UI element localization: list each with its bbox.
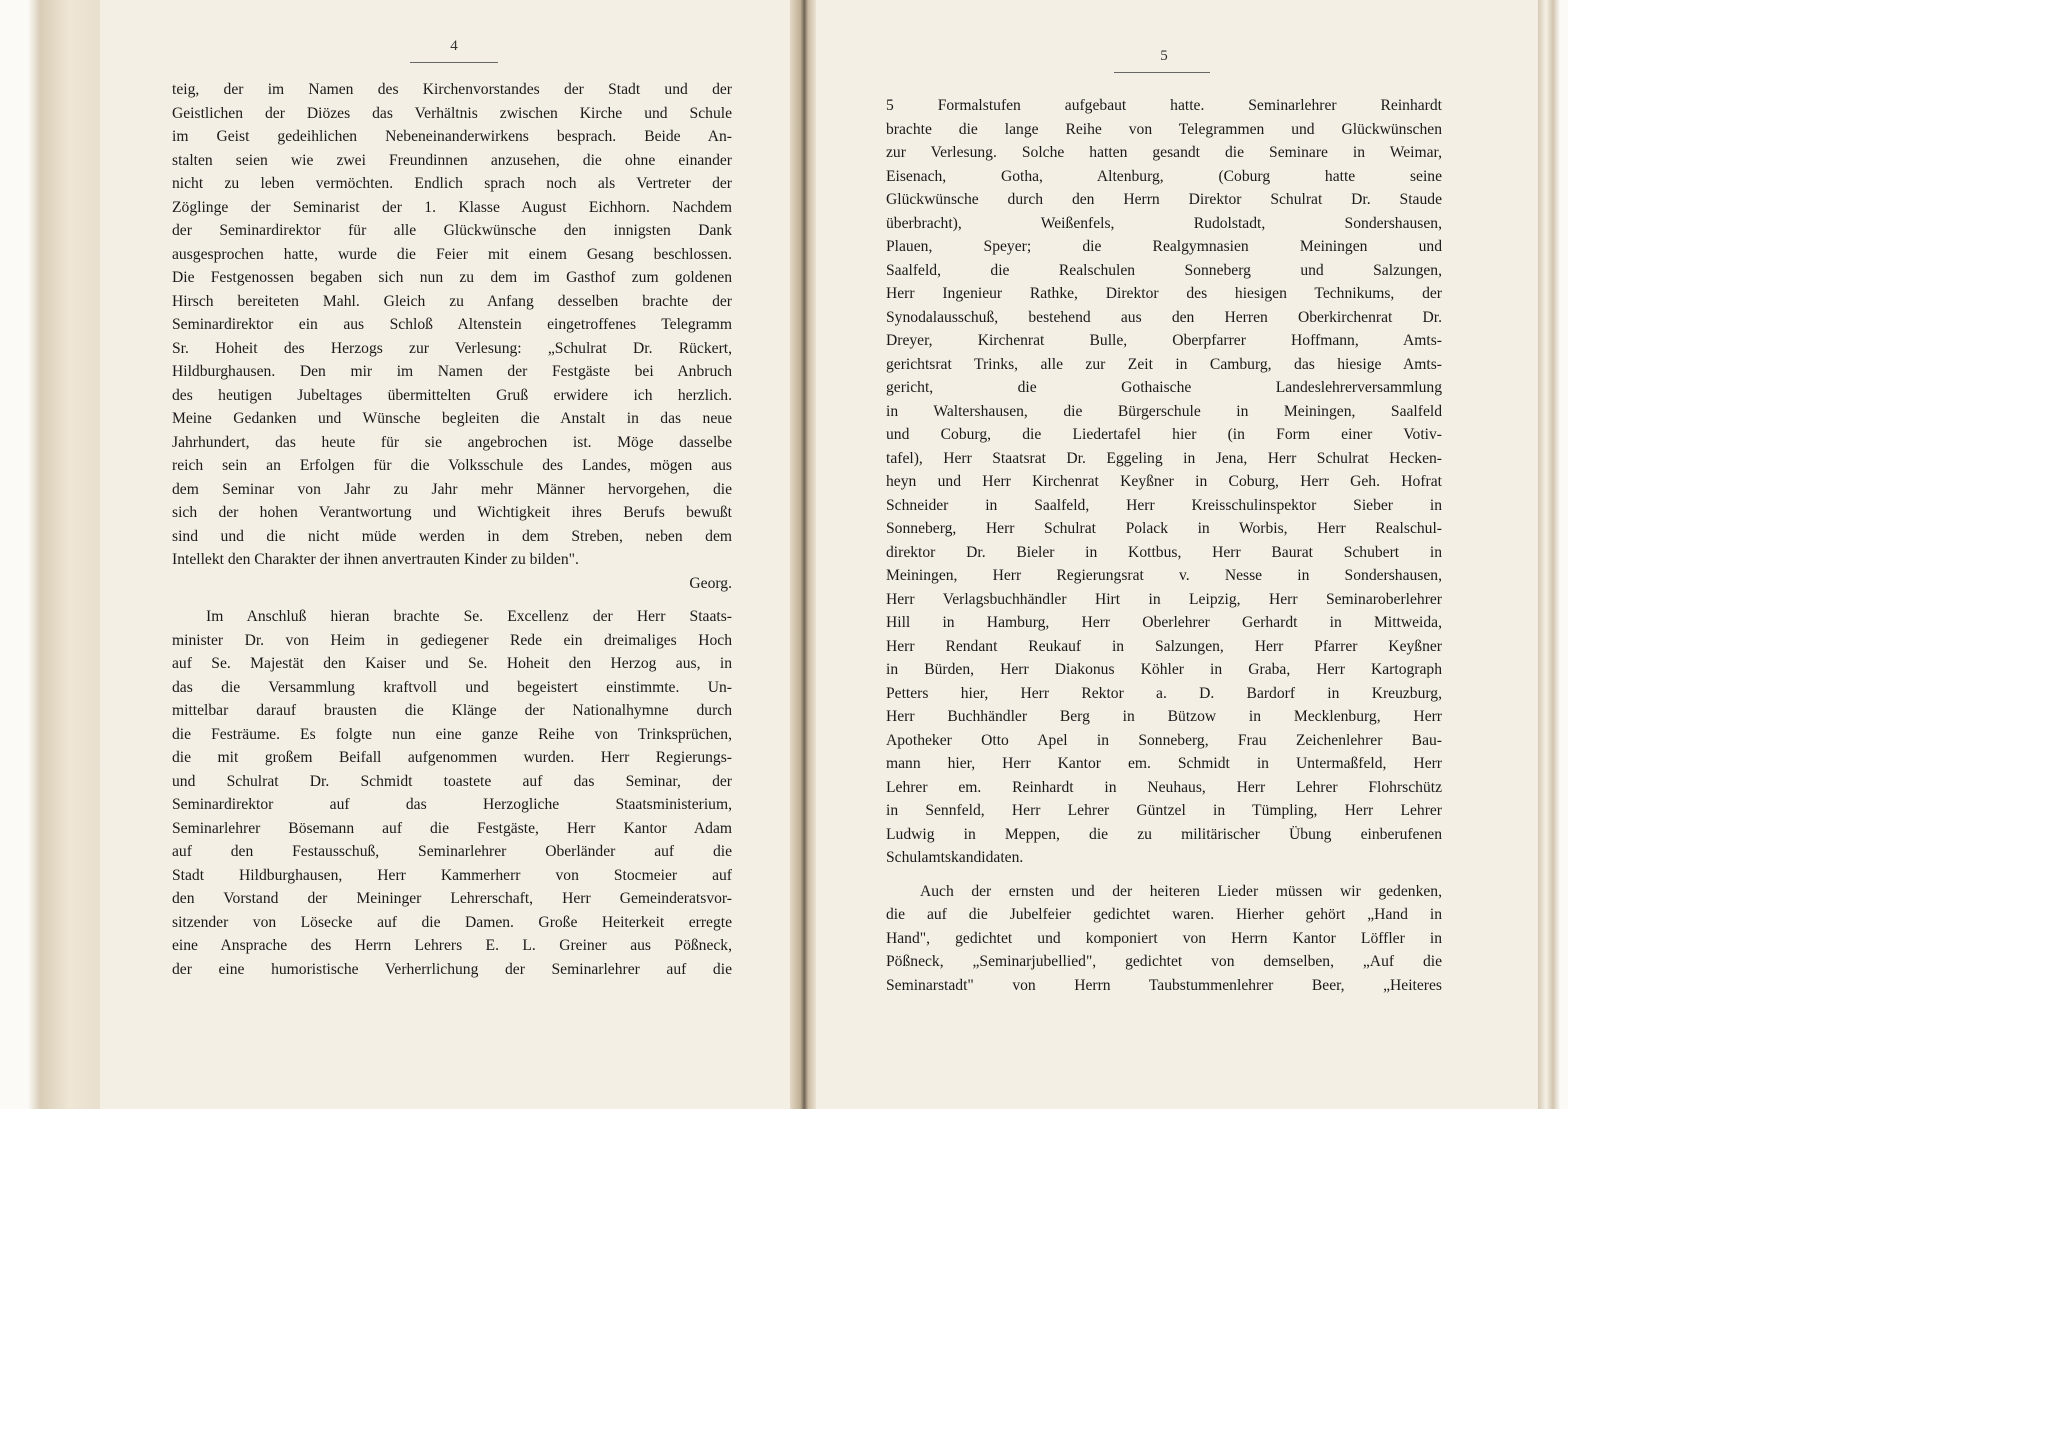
right-text-line: Seminarstadt" von Herrn Taubstummenlehrer Beer, „Heiteres — [886, 976, 1442, 994]
right-text-line: Hill in Hamburg, Herr Oberlehrer Gerhardt in Mittweida, — [886, 614, 1442, 631]
right-text-line: in Waltershausen, die Bürgerschule in Meiningen, Saalfeld — [886, 402, 1442, 420]
right-text-line: in Bürden, Herr Diakonus Köhler in Graba, Herr Kartograph — [886, 661, 1442, 678]
left-text-line: im Geist gedeihlichen Nebeneinanderwirkens besprach. Beide An- — [172, 128, 732, 145]
page-number-rule-right — [1114, 72, 1210, 73]
left-text-line: auf Se. Majestät den Kaiser und Se. Hoheit den Herzog aus, in — [172, 655, 732, 672]
left-text-line: Intellekt den Charakter der ihnen anvertrauten Kinder zu bilden". — [172, 551, 579, 568]
left-text-line: ausgesprochen hatte, wurde die Feier mit einem Gesang beschlossen. — [172, 245, 732, 263]
right-text-line: Meiningen, Herr Regierungsrat v. Nesse in Sondershausen, — [886, 567, 1442, 584]
page-number-right: 5 — [1160, 48, 1168, 64]
left-text-line: des heutigen Jubeltages übermittelten Gruß erwidere ich herzlich. — [172, 386, 732, 404]
left-text-line: der Seminardirektor für alle Glückwünsche den innigsten Dank — [172, 222, 732, 239]
right-text-line: Pößneck, „Seminarjubellied", gedichtet von demselben, „Auf die — [886, 953, 1442, 970]
left-text-line: Im Anschluß hieran brachte Se. Excellenz der Herr Staats- — [206, 608, 732, 625]
right-text-line: und Coburg, die Liedertafel hier (in Form einer Votiv- — [886, 426, 1442, 443]
left-text-line: mittelbar darauf brausten die Klänge der Nationalhymne durch — [172, 702, 732, 719]
left-text-line: eine Ansprache des Herrn Lehrers E. L. Greiner aus Pößneck, — [172, 937, 732, 954]
right-text-line: Ludwig in Meppen, die zu militärischer Übung einberufenen — [886, 825, 1442, 843]
book-gutter — [790, 0, 816, 1109]
left-text-line: der eine humoristische Verherrlichung der Seminarlehrer auf die — [172, 960, 732, 978]
right-text-line: Herr Rendant Reukauf in Salzungen, Herr Pfarrer Keyßner — [886, 637, 1442, 655]
right-text-line: Herr Buchhändler Berg in Bützow in Mecklenburg, Herr — [886, 708, 1442, 725]
page-edge-left — [0, 0, 100, 1109]
right-text-line: überbracht), Weißenfels, Rudolstadt, Sondershausen, — [886, 214, 1442, 232]
left-text-line: Zöglinge der Seminarist der 1. Klasse August Eichhorn. Nachdem — [172, 198, 732, 216]
left-text-line: Stadt Hildburghausen, Herr Kammerherr von Stocmeier auf — [172, 866, 732, 884]
left-text-line: stalten seien wie zwei Freundinnen anzusehen, die ohne einander — [172, 151, 732, 169]
right-text-line: Schneider in Saalfeld, Herr Kreisschulinspektor Sieber in — [886, 496, 1442, 514]
left-text-line: und Schulrat Dr. Schmidt toastete auf das Seminar, der — [172, 772, 732, 790]
right-text-line: Eisenach, Gotha, Altenburg, (Coburg hatte seine — [886, 167, 1442, 185]
right-text-line: direktor Dr. Bieler in Kottbus, Herr Baurat Schubert in — [886, 543, 1442, 561]
left-text-line: Sr. Hoheit des Herzogs zur Verlesung: „Schulrat Dr. Rückert, — [172, 339, 732, 357]
right-text-line: zur Verlesung. Solche hatten gesandt die Seminare in Weimar, — [886, 144, 1442, 161]
page-number-left: 4 — [450, 38, 458, 54]
left-text-line: Georg. — [689, 574, 732, 592]
right-text-line: Dreyer, Kirchenrat Bulle, Oberpfarrer Hoffmann, Amts- — [886, 332, 1442, 349]
right-text-line: Lehrer em. Reinhardt in Neuhaus, Herr Lehrer Flohrschütz — [886, 778, 1442, 796]
right-text-line: Synodalausschuß, bestehend aus den Herren Oberkirchenrat Dr. — [886, 308, 1442, 326]
left-text-line: sitzender von Lösecke auf die Damen. Große Heiterkeit erregte — [172, 913, 732, 931]
left-text-line: sind und die nicht müde werden in dem Streben, neben dem — [172, 527, 732, 545]
left-text-line: auf den Festausschuß, Seminarlehrer Oberländer auf die — [172, 843, 732, 860]
page-number-rule-left — [410, 62, 498, 63]
left-text-line: Seminardirektor ein aus Schloß Altenstein eingetroffenes Telegramm — [172, 316, 732, 333]
right-text-line: heyn und Herr Kirchenrat Keyßner in Coburg, Herr Geh. Hofrat — [886, 473, 1442, 490]
left-text-line: dem Seminar von Jahr zu Jahr mehr Männer hervorgehen, die — [172, 480, 732, 498]
left-text-line: die mit großem Beifall aufgenommen wurden. Herr Regierungs- — [172, 749, 732, 766]
right-text-line: Apotheker Otto Apel in Sonneberg, Frau Zeichenlehrer Bau- — [886, 731, 1442, 749]
left-text-line: nicht zu leben vermöchten. Endlich sprach noch als Vertreter der — [172, 175, 732, 192]
left-text-line: den Vorstand der Meininger Lehrerschaft, Herr Gemeinderatsvor- — [172, 890, 732, 907]
left-text-line: Meine Gedanken und Wünsche begleiten die Anstalt in das neue — [172, 410, 732, 427]
right-text-line: gerichtsrat Trinks, alle zur Zeit in Camburg, das hiesige Amts- — [886, 355, 1442, 373]
page-edge-right — [1538, 0, 1568, 1109]
left-text-line: die Festräume. Es folgte nun eine ganze Reihe von Trinksprüchen, — [172, 725, 732, 743]
left-text-line: reich sein an Erfolgen für die Volksschule des Landes, mögen aus — [172, 457, 732, 474]
left-text-line: teig, der im Namen des Kirchenvorstandes der Stadt und der — [172, 81, 732, 98]
right-text-line: Hand", gedichtet und komponiert von Herrn Kantor Löffler in — [886, 929, 1442, 947]
right-text-line: die auf die Jubelfeier gedichtet waren. Hierher gehört „Hand in — [886, 906, 1442, 923]
left-text-line: Die Festgenossen begaben sich nun zu dem im Gasthof zum goldenen — [172, 269, 732, 286]
left-text-line: Seminarlehrer Bösemann auf die Festgäste, Herr Kantor Adam — [172, 819, 732, 837]
right-text-line: Auch der ernsten und der heiteren Lieder müssen wir gedenken, — [920, 882, 1442, 900]
right-text-line: Glückwünsche durch den Herrn Direktor Schulrat Dr. Staude — [886, 191, 1442, 208]
right-text-line: tafel), Herr Staatsrat Dr. Eggeling in Jena, Herr Schulrat Hecken- — [886, 449, 1442, 467]
right-text-line: mann hier, Herr Kantor em. Schmidt in Untermaßfeld, Herr — [886, 755, 1442, 772]
right-text-line: Schulamtskandidaten. — [886, 849, 1024, 866]
right-text-line: Saalfeld, die Realschulen Sonneberg und Salzungen, — [886, 261, 1442, 279]
left-text-line: Seminardirektor auf das Herzogliche Staatsministerium, — [172, 796, 732, 813]
left-text-line: minister Dr. von Heim in gediegener Rede ein dreimaliges Hoch — [172, 631, 732, 649]
right-text-line: Herr Ingenieur Rathke, Direktor des hiesigen Technikums, der — [886, 285, 1442, 302]
left-text-line: Hirsch bereiteten Mahl. Gleich zu Anfang desselben brachte der — [172, 292, 732, 310]
left-text-line: Hildburghausen. Den mir im Namen der Festgäste bei Anbruch — [172, 363, 732, 380]
left-page-text — [172, 78, 732, 981]
left-text-line: das die Versammlung kraftvoll und begeistert einstimmte. Un- — [172, 678, 732, 696]
right-text-line: Plauen, Speyer; die Realgymnasien Meiningen und — [886, 238, 1442, 255]
left-text-line: Jahrhundert, das heute für sie angebrochen ist. Möge dasselbe — [172, 433, 732, 451]
right-text-line: 5 Formalstufen aufgebaut hatte. Seminarlehrer Reinhardt — [886, 97, 1442, 114]
right-text-line: Petters hier, Herr Rektor a. D. Bardorf in Kreuzburg, — [886, 684, 1442, 702]
right-text-line: brachte die lange Reihe von Telegrammen und Glückwünschen — [886, 120, 1442, 138]
right-text-line: Herr Verlagsbuchhändler Hirt in Leipzig, Herr Seminaroberlehrer — [886, 590, 1442, 608]
right-text-line: gericht, die Gothaische Landeslehrerversammlung — [886, 379, 1442, 396]
left-text-line: Geistlichen der Diözes das Verhältnis zwischen Kirche und Schule — [172, 104, 732, 122]
right-text-line: in Sennfeld, Herr Lehrer Güntzel in Tümpling, Herr Lehrer — [886, 802, 1442, 819]
right-page-text — [886, 94, 1442, 997]
right-text-line: Sonneberg, Herr Schulrat Polack in Worbis, Herr Realschul- — [886, 520, 1442, 537]
left-text-line: sich der hohen Verantwortung und Wichtigkeit ihres Berufs bewußt — [172, 504, 732, 521]
